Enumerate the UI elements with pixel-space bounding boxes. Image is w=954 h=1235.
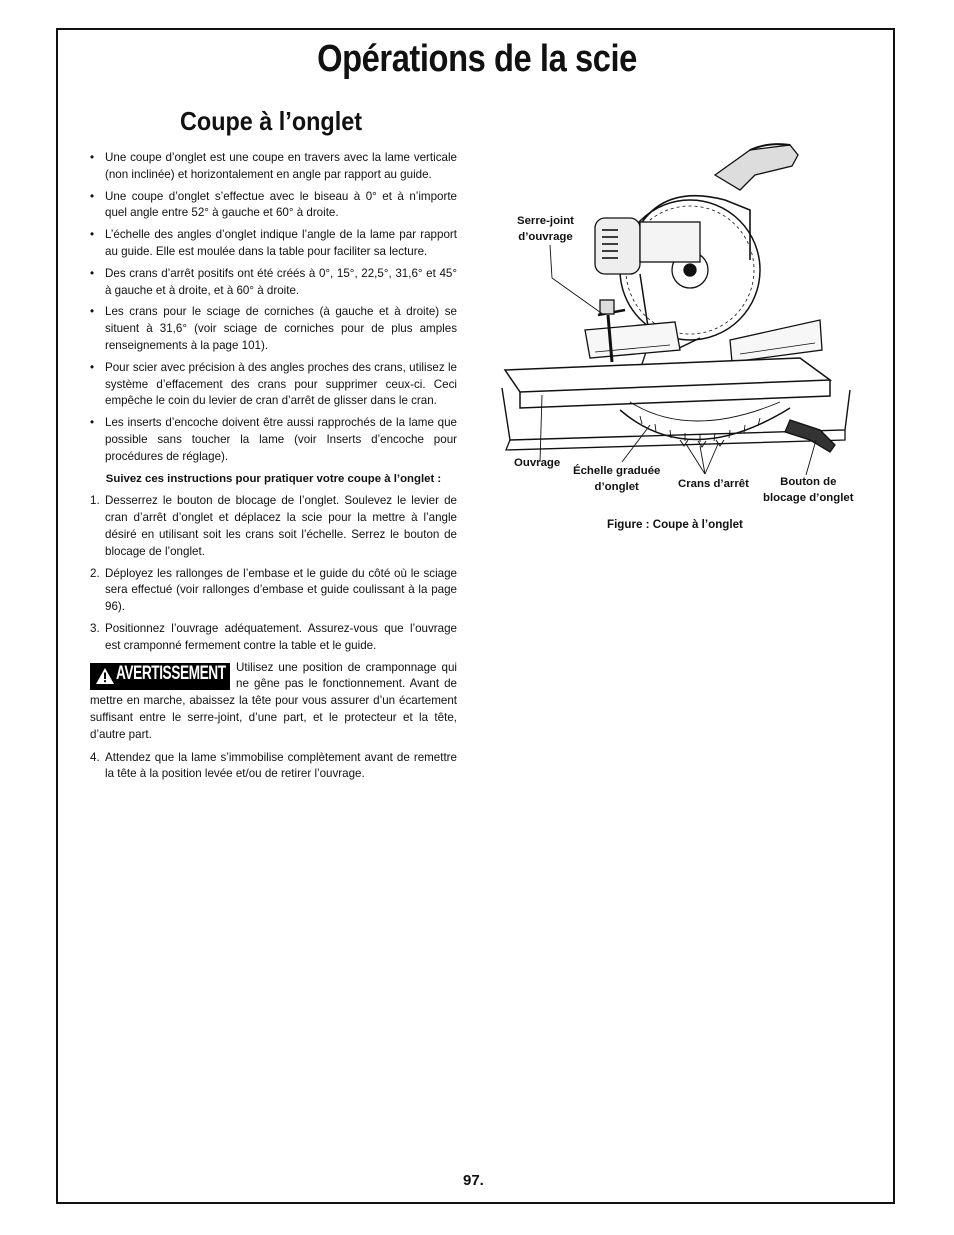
warning-block bbox=[90, 660, 457, 744]
bullet-icon: • bbox=[90, 228, 95, 242]
steps-list-continued bbox=[90, 750, 457, 784]
page-title: Opérations de la scie bbox=[317, 38, 637, 80]
step-item: 1. Desserrez le bouton de blocage de l’onglet. Soulevez le levier de cran d’arrêt d’onglet et déplacez la scie pour la mettre à l’angle désiré en utilisant soit les crans soit l’échelle. Serrez le bouton de blocage de l’onglet. bbox=[90, 494, 457, 558]
callout-lock-knob bbox=[763, 474, 854, 506]
bullet-item: • Pour scier avec précision à des angles proches des crans, utilisez le système d’effacement des crans pour supprimer ceux-ci. Ceci empêche le coin du levier de cran d’arrêt de glisser dans le cran. bbox=[90, 360, 457, 408]
warning-triangle-icon bbox=[96, 668, 114, 684]
warning-text: Utilisez une position de cramponnage qui ne gêne pas le fonctionnement. Avant de mettre en marche, abaissez la tête pour vous assurer d’un écartement suffisant entre le serre-joint, d’une part, et le protecteur et la tête, d’autre part. bbox=[90, 660, 457, 741]
callout-clamp-label: Serre-joint d’ouvrage bbox=[517, 215, 574, 243]
step-item: 2. Déployez les rallonges de l’embase et le guide du côté où le sciage sera effectué (voir rallonges d’embase et guide coulissant à la page 96). bbox=[90, 566, 457, 614]
text-column bbox=[90, 150, 457, 788]
bullet-item: • L’échelle des angles d’onglet indique l’angle de la lame par rapport au guide. Elle est moulée dans la table pour faciliter sa lecture. bbox=[90, 228, 457, 258]
bullet-item: • Des crans d’arrêt positifs ont été créés à 0°, 15°, 22,5°, 31,6° et 45° à gauche et à droite, et à 60° à droite. bbox=[90, 266, 457, 297]
bullet-item: • Les inserts d’encoche doivent être aussi rapprochés de la lame que possible sans toucher la lame (voir Inserts d’encoche pour procédures de réglage). bbox=[90, 416, 457, 463]
instructions-heading: Suivez ces instructions pour pratiquer votre coupe à l’onglet : bbox=[105, 472, 442, 485]
step-number: 3. bbox=[90, 621, 100, 635]
warning-label: AVERTISSEMENT bbox=[116, 662, 226, 684]
callout-clamp bbox=[517, 213, 574, 245]
callout-detents-label: Crans d’arrêt bbox=[678, 478, 749, 490]
page-number: 97. bbox=[463, 1172, 484, 1189]
callout-lock-knob-label: Bouton de blocage d’onglet bbox=[763, 476, 854, 504]
bullet-icon: • bbox=[90, 266, 95, 280]
step-number: 1. bbox=[90, 494, 100, 508]
bullet-icon: • bbox=[90, 189, 95, 203]
step-item: 3. Positionnez l’ouvrage adéquatement. Assurez-vous que l’ouvrage est cramponné fermement contre la table et le guide. bbox=[90, 621, 457, 652]
steps-list bbox=[90, 493, 457, 654]
bullet-icon: • bbox=[90, 360, 95, 374]
bullet-item: • Les crans pour le sciage de corniches (à gauche et à droite) se situent à 31,6° (voir sciage de corniches pour de plus amples renseignements à la page 101). bbox=[90, 305, 457, 352]
callout-workpiece bbox=[514, 455, 560, 471]
callout-detents bbox=[678, 476, 749, 492]
bullet-icon: • bbox=[90, 305, 95, 319]
callout-miter-scale bbox=[573, 463, 660, 495]
step-item: 4. Attendez que la lame s’immobilise complètement avant de remettre la tête à la position levée et/ou de retirer l’ouvrage. bbox=[90, 750, 457, 781]
step-number: 2. bbox=[90, 566, 100, 580]
section-title: Coupe à l’onglet bbox=[180, 106, 363, 136]
bullet-item: • Une coupe d’onglet s’effectue avec le biseau à 0° et à n’importe quel angle entre 52° à gauche et 60° à droite. bbox=[90, 189, 457, 220]
warning-badge bbox=[90, 663, 230, 690]
callout-workpiece-label: Ouvrage bbox=[514, 457, 561, 469]
bullet-item: • Une coupe d’onglet est une coupe en travers avec la lame verticale (non inclinée) et horizontalement en angle par rapport au guide. bbox=[90, 151, 457, 181]
bullet-list bbox=[90, 150, 457, 466]
callout-miter-scale-label: Échelle graduée d’onglet bbox=[573, 465, 661, 493]
bullet-icon: • bbox=[90, 151, 95, 164]
step-number: 4. bbox=[90, 750, 100, 764]
figure-caption: Figure : Coupe à l’onglet bbox=[607, 518, 743, 531]
bullet-icon: • bbox=[90, 416, 95, 430]
